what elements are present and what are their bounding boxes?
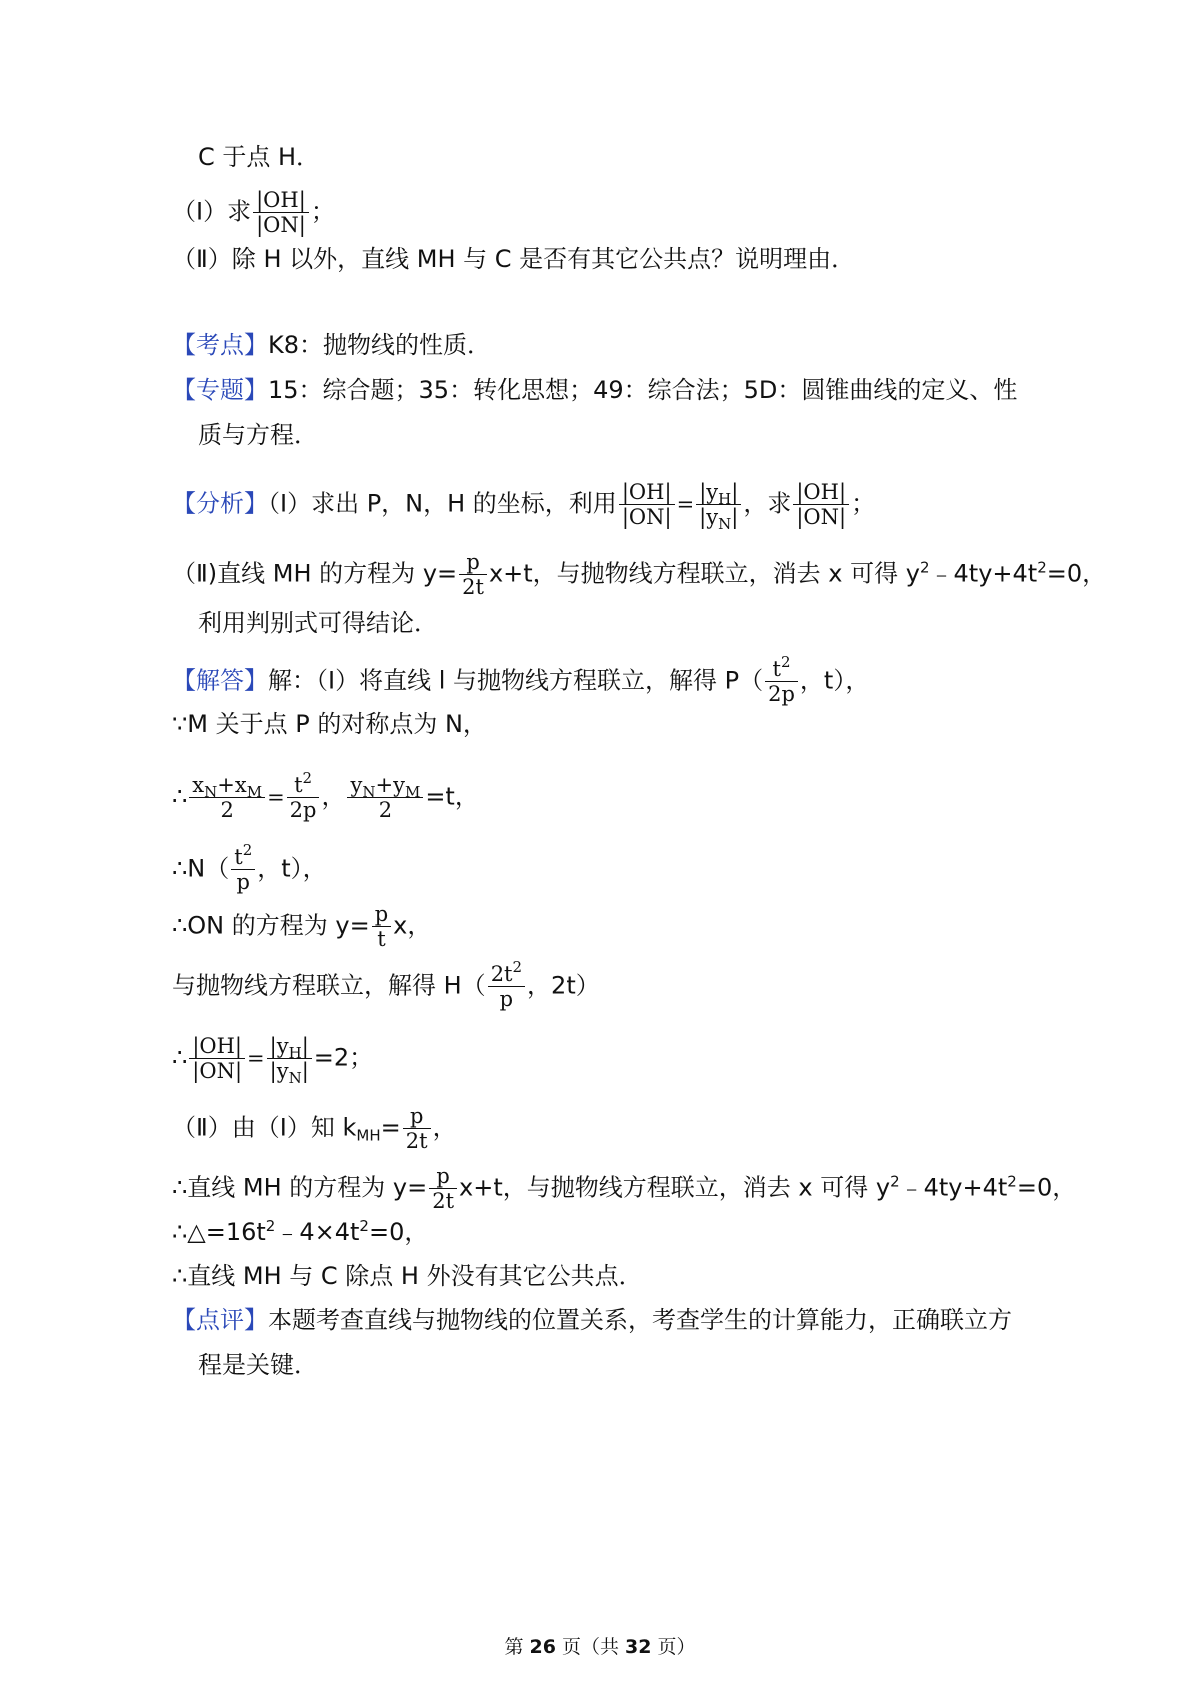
problem-part-2: （Ⅱ）除 H 以外，直线 MH 与 C 是否有其它公共点？说明理由． — [172, 245, 856, 273]
fraction-oh-on: $\frac{|OH|}{|ON|}$ — [189, 1034, 245, 1083]
zhuanti-line-2: 质与方程． — [198, 421, 318, 449]
fraction-oh-on: $\frac{|OH|}{|ON|}$ — [793, 480, 849, 529]
dianping-line-1: 【点评】本题考查直线与抛物线的位置关系，考查学生的计算能力，正确联立方 — [172, 1306, 1012, 1334]
dianping-tag: 【点评】 — [172, 1306, 268, 1334]
jieda-line-8: （Ⅱ）由（Ⅰ）知 $k_{MH}=$ $\frac{p}{2t}$ ， — [172, 1104, 457, 1153]
jieda-line-4: ∴N（ $\frac{t^2}{p}$ ，t）， — [172, 841, 327, 894]
jieda-line-5: ∴ON 的方程为 y= $\frac{p}{t}$ x， — [172, 902, 432, 951]
jieda-line-7: ∴ $\frac{|OH|}{|ON|}$ = $\frac{|y_H|}{|y_N|}$ =2； — [172, 1034, 374, 1087]
jieda-line-9: ∴直线 MH 的方程为 y= $\frac{p}{2t}$ x+t，与抛物线方程联立，消去 x 可得 $y^2﹣4ty+4t^2=0$， — [172, 1164, 1077, 1213]
fraction-p-2t: $\frac{p}{2t}$ — [459, 550, 487, 599]
fenxi-tag: 【分析】 — [172, 489, 268, 518]
fraction-p-2t: $\frac{p}{2t}$ — [429, 1164, 457, 1213]
fraction-p-t: $\frac{p}{t}$ — [372, 902, 391, 951]
problem-part-1: （Ⅰ）求 $\frac{|OH|}{|ON|}$ ； — [172, 188, 335, 237]
zhuanti-tag: 【专题】 — [172, 376, 268, 404]
fraction-t2-2p: $\frac{t^2}{2p}$ — [287, 773, 320, 822]
jieda-line-11: ∴直线 MH 与 C 除点 H 外没有其它公共点． — [172, 1262, 643, 1290]
kaodian-tag: 【考点】 — [172, 331, 268, 359]
fraction-t2-p: $\frac{t^2}{p}$ — [231, 845, 255, 894]
jieda-line-1: 【解答】解：（Ⅰ）将直线 l 与抛物线方程联立，解得 P（ $\frac{t^2}{2p}$ ，t）， — [172, 653, 870, 706]
fraction-oh-on: $\frac{|OH|}{|ON|}$ — [253, 188, 309, 237]
jieda-line-3: ∴ $\frac{x_N+x_M}{2}$ = $\frac{t^2}{2p}$ ， $\frac{y_N+y_M}{2}$ =t， — [172, 769, 479, 822]
fraction-xn-xm: $\frac{x_N+x_M}{2}$ — [189, 773, 265, 822]
jieda-line-6: 与抛物线方程联立，解得 H（ $\frac{2t^2}{p}$ ，2t） — [172, 958, 600, 1011]
dianping-line-2: 程是关键． — [198, 1351, 318, 1379]
fenxi-line-3: 利用判别式可得结论． — [198, 609, 438, 637]
fraction-yh-yn: $\frac{|y_H|}{|y_N|}$ — [696, 480, 741, 529]
page-footer: 第 26 页（共 32 页） — [504, 1636, 696, 1658]
page-total: 32 — [625, 1636, 652, 1658]
fraction-2t2-p: $\frac{2t^2}{p}$ — [488, 962, 525, 1011]
page-number: 26 — [529, 1636, 556, 1658]
fraction-p-2t: $\frac{p}{2t}$ — [403, 1104, 431, 1153]
fraction-oh-on: $\frac{|OH|}{|ON|}$ — [619, 480, 675, 529]
fenxi-line-1: 【分析】（Ⅰ）求出 P，N，H 的坐标，利用 $\frac{|OH|}{|ON|}$ = $\frac{|y_H|}{|y_N|}$ ，求 $\frac{|OH|}{|ON|}$ ； — [172, 480, 876, 533]
kaodian-line: 【考点】K8：抛物线的性质． — [172, 331, 492, 359]
fraction-t2-2p: $\frac{t^2}{2p}$ — [765, 657, 798, 706]
fraction-yh-yn: $\frac{|y_H|}{|y_N|}$ — [267, 1034, 312, 1083]
zhuanti-line-1: 【专题】15：综合题；35：转化思想；49：综合法；5D：圆锥曲线的定义、性 — [172, 376, 1018, 404]
jieda-line-2: ∵M 关于点 P 的对称点为 N， — [172, 710, 487, 738]
fraction-yn-ym: $\frac{y_N+y_M}{2}$ — [347, 773, 423, 822]
fenxi-line-2: （Ⅱ)直线 MH 的方程为 y= $\frac{p}{2t}$ x+t，与抛物线方程联立，消去 x 可得 $y^2﹣4ty+4t^2=0$， — [172, 550, 1107, 599]
jieda-line-10: $\therefore\triangle=16t^2﹣4\times 4t^2=0$， — [172, 1217, 429, 1246]
problem-line-1: C 于点 H． — [198, 143, 321, 171]
jieda-tag: 【解答】 — [172, 666, 268, 695]
